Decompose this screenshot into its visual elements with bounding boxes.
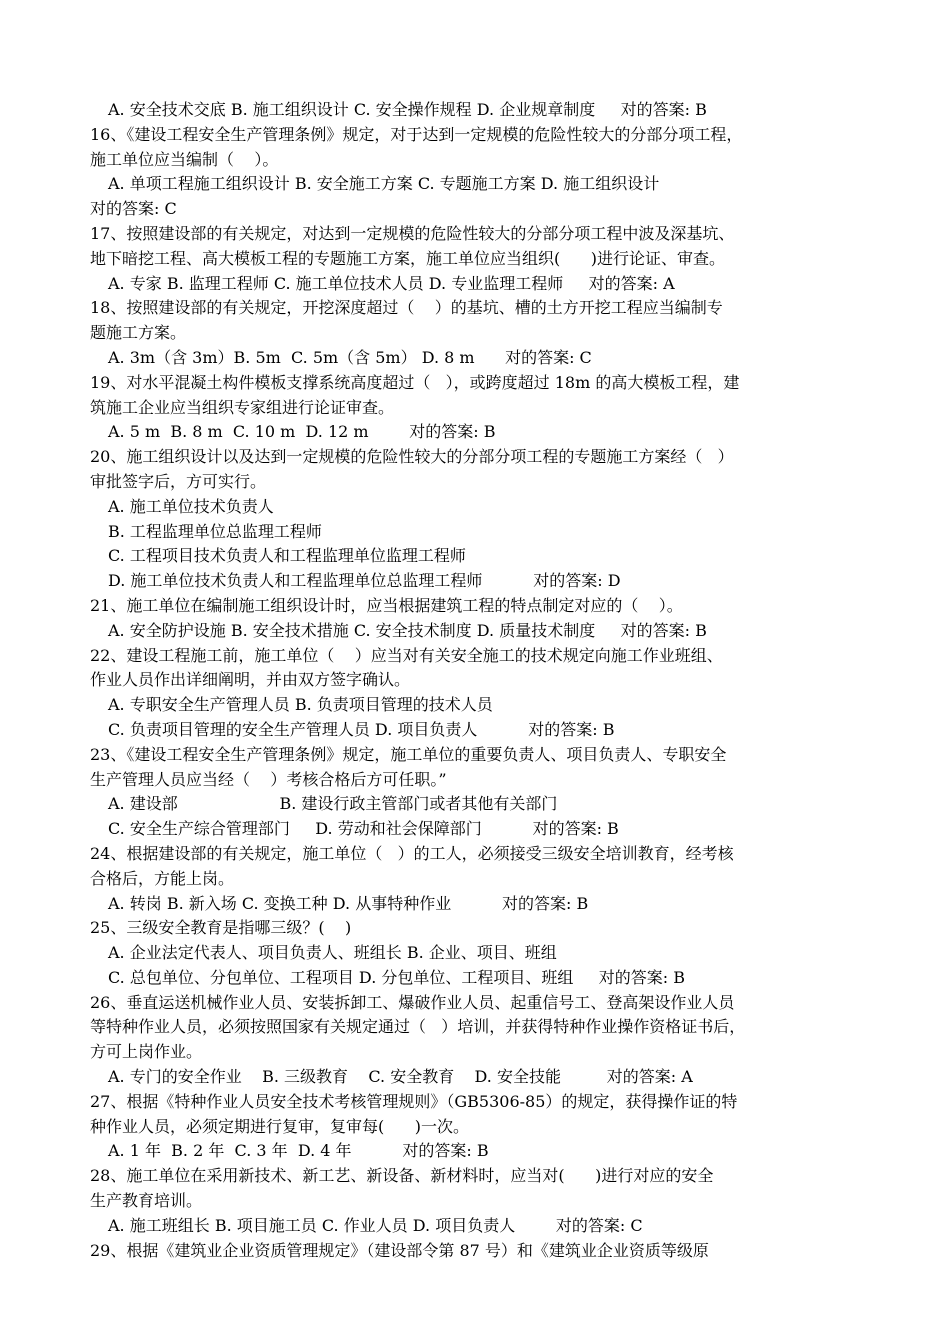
question-text-line: 生产教育培训。: [90, 1191, 203, 1211]
answer-option-line: C. 工程项目技术负责人和工程监理单位监理工程师: [108, 546, 466, 566]
answer-option-line: A. 5 m B. 8 m C. 10 m D. 12 m 对的答案: B: [108, 422, 496, 442]
question-text-line: 25、三级安全教育是指哪三级？( ): [90, 918, 352, 938]
answer-option-line: A. 专职安全生产管理人员 B. 负责项目管理的技术人员: [108, 695, 493, 715]
question-text-line: 20、施工组织设计以及达到一定规模的危险性较大的分部分项工程的专题施工方案经（ ）: [90, 447, 734, 467]
question-text-line: 合格后，方能上岗。: [90, 868, 235, 888]
question-text-line: 24、根据建设部的有关规定，施工单位（ ）的工人，必须接受三级安全培训教育，经考核: [90, 843, 734, 863]
answer-option-line: A. 转岗 B. 新入场 C. 变换工种 D. 从事特种作业 对的答案: B: [108, 893, 589, 913]
question-text-line: 施工单位应当编制（ ）。: [90, 149, 279, 169]
question-text-line: 地下暗挖工程、高大模板工程的专题施工方案，施工单位应当组织( )进行论证、审查。: [90, 248, 726, 268]
question-text-line: 17、按照建设部的有关规定，对达到一定规模的危险性较大的分部分项工程中波及深基坑、: [90, 223, 735, 243]
answer-option-line: A. 单项工程施工组织设计 B. 安全施工方案 C. 专题施工方案 D. 施工组织设计: [108, 174, 660, 194]
answer-option-line: A. 建设部 B. 建设行政主管部门或者其他有关部门: [108, 794, 558, 814]
question-text-line: 23、《建设工程安全生产管理条例》规定，施工单位的重要负责人、项目负责人、专职安全: [90, 744, 727, 764]
answer-option-line: C. 总包单位、分包单位、工程项目 D. 分包单位、工程项目、班组 对的答案: B: [108, 967, 686, 987]
question-text-line: 26、垂直运送机械作业人员、安装拆卸工、爆破作业人员、起重信号工、登高架设作业人员: [90, 992, 735, 1012]
question-text-line: 等特种作业人员，必须按照国家有关规定通过（ ）培训，并获得特种作业操作资格证书后，: [90, 1017, 746, 1037]
answer-option-line: A. 施工单位技术负责人: [108, 496, 274, 516]
document-page: [90, 98, 870, 1263]
question-text-line: 16、《建设工程安全生产管理条例》规定，对于达到一定规模的危险性较大的分部分项工程，: [90, 124, 743, 144]
question-text-line: 28、施工单位在采用新技术、新工艺、新设备、新材料时，应当对( )进行对应的安全: [90, 1166, 714, 1186]
answer-option-line: A. 专门的安全作业 B. 三级教育 C. 安全教育 D. 安全技能 对的答案: A: [108, 1067, 693, 1087]
answer-option-line: A. 1 年 B. 2 年 C. 3 年 D. 4 年 对的答案: B: [108, 1141, 489, 1161]
question-text-line: 22、建设工程施工前，施工单位（ ）应当对有关安全施工的技术规定向施工作业班组、: [90, 645, 723, 665]
question-text-line: 27、根据《特种作业人员安全技术考核管理规则》（GB5306-85）的规定，获得操作证的特: [90, 1091, 738, 1111]
question-text-line: 审批签字后，方可实行。: [90, 471, 267, 491]
answer-option-line: A. 施工班组长 B. 项目施工员 C. 作业人员 D. 项目负责人 对的答案: C: [108, 1215, 643, 1235]
question-text-line: 18、按照建设部的有关规定，开挖深度超过（ ）的基坑、槽的土方开挖工程应当编制专: [90, 298, 723, 318]
question-text-line: 筑施工企业应当组织专家组进行论证审查。: [90, 397, 395, 417]
answer-option-line: A. 3m（含 3m）B. 5m C. 5m（含 5m） D. 8 m 对的答案: C: [108, 347, 592, 367]
answer-option-line: A. 安全技术交底 B. 施工组织设计 C. 安全操作规程 D. 企业规章制度 对的答案: B: [108, 100, 707, 119]
question-text-line: 对的答案: C: [90, 199, 177, 219]
answer-option-line: A. 专家 B. 监理工程师 C. 施工单位技术人员 D. 专业监理工程师 对的答案: A: [108, 273, 675, 293]
question-text-line: 生产管理人员应当经（ ）考核合格后方可任职。”: [90, 769, 447, 789]
question-text-line: 方可上岗作业。: [90, 1042, 203, 1062]
answer-option-line: C. 负责项目管理的安全生产管理人员 D. 项目负责人 对的答案: B: [108, 719, 615, 739]
question-text-line: 种作业人员，必须定期进行复审，复审每( )一次。: [90, 1116, 470, 1136]
answer-option-line: B. 工程监理单位总监理工程师: [108, 521, 322, 541]
answer-option-line: D. 施工单位技术负责人和工程监理单位总监理工程师 对的答案: D: [108, 571, 621, 591]
answer-option-line: C. 安全生产综合管理部门 D. 劳动和社会保障部门 对的答案: B: [108, 819, 619, 839]
question-text-line: 19、对水平混凝土构件模板支撑系统高度超过（ ），或跨度超过 18m 的高大模板工程，建: [90, 372, 740, 392]
answer-option-line: A. 企业法定代表人、项目负责人、班组长 B. 企业、项目、班组: [108, 943, 557, 963]
question-text-line: 21、施工单位在编制施工组织设计时，应当根据建筑工程的特点制定对应的（ ）。: [90, 595, 683, 615]
answer-option-line: A. 安全防护设施 B. 安全技术措施 C. 安全技术制度 D. 质量技术制度 对的答案: B: [108, 620, 707, 640]
question-text-line: 作业人员作出详细阐明，并由双方签字确认。: [90, 670, 411, 690]
question-text-line: 29、根据《建筑业企业资质管理规定》（建设部令第 87 号）和《建筑业企业资质等级原: [90, 1240, 709, 1260]
question-text-line: 题施工方案。: [90, 323, 187, 343]
